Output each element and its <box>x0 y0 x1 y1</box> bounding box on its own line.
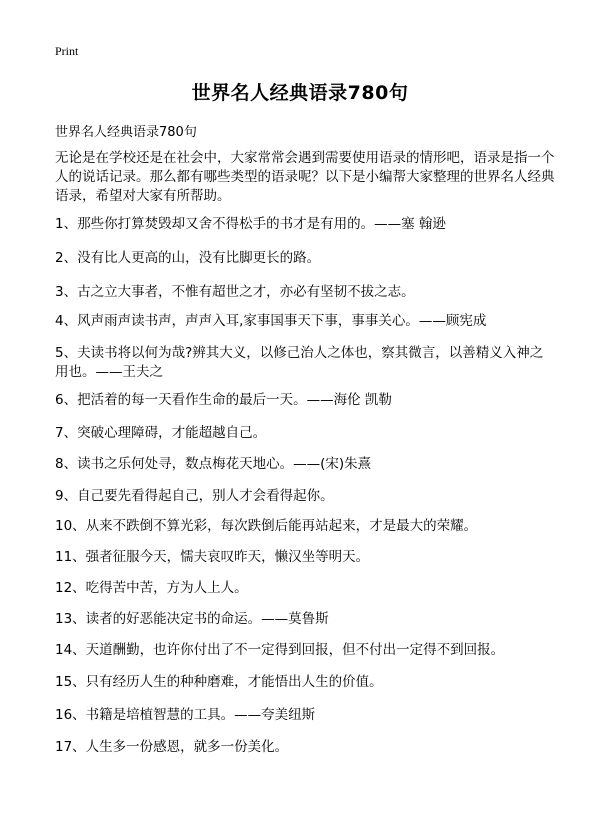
quote-item: 4、风声雨声读书声，声声入耳,家事国事天下事，事事关心。——顾宪成 <box>55 313 487 329</box>
quote-item: 3、古之立大事者，不惟有超世之才，亦必有坚韧不拔之志。 <box>55 284 415 300</box>
quote-item: 7、突破心理障碍，才能超越自己。 <box>55 425 267 441</box>
quote-item: 6、把活着的每一天看作生命的最后一天。——海伦 凯勒 <box>55 392 392 408</box>
quote-item: 1、那些你打算焚毁却又舍不得松手的书才是有用的。——塞 翰逊 <box>55 216 446 232</box>
quote-item: 5、夫读书将以何为哉?辨其大义，以修己治人之体也，察其微言，以善精义入神之用也。——王夫之 <box>55 345 544 380</box>
quote-item: 9、自己要先看得起自己，别人才会看得起你。 <box>55 488 334 504</box>
quote-item: 8、读书之乐何处寻，数点梅花天地心。——(宋)朱熹 <box>55 456 372 472</box>
document-subtitle: 世界名人经典语录780句 <box>55 125 197 140</box>
quote-item: 13、读者的好恶能决定书的命运。——莫鲁斯 <box>55 611 329 627</box>
quote-item: 12、吃得苦中苦，方为人上人。 <box>55 580 248 596</box>
quote-item: 10、从来不跌倒不算光彩，每次跌倒后能再站起来，才是最大的荣耀。 <box>55 518 478 534</box>
document-title: 世界名人经典语录780句 <box>191 82 409 104</box>
quote-item: 2、没有比人更高的山，没有比脚更长的路。 <box>55 250 321 266</box>
quote-item: 15、只有经历人生的种种磨难，才能悟出人生的价值。 <box>55 674 383 690</box>
print-link[interactable]: Print <box>55 44 79 58</box>
quote-item: 16、书籍是培植智慧的工具。——夸美纽斯 <box>55 707 316 723</box>
quote-item: 14、天道酬勤，也许你付出了不一定得到回报，但不付出一定得不到回报。 <box>55 642 505 658</box>
quote-item: 11、强者征服今天，懦夫哀叹昨天，懒汉坐等明天。 <box>55 549 370 565</box>
intro-paragraph: 无论是在学校还是在社会中，大家常常会遇到需要使用语录的情形吧，语录是指一个人的说话记录。那么都有哪些类型的语录呢？以下是小编帮大家整理的世界名人经典语录，希望对大家有所帮助。 <box>55 150 555 204</box>
quote-item: 17、人生多一份感恩，就多一份美化。 <box>55 739 289 755</box>
